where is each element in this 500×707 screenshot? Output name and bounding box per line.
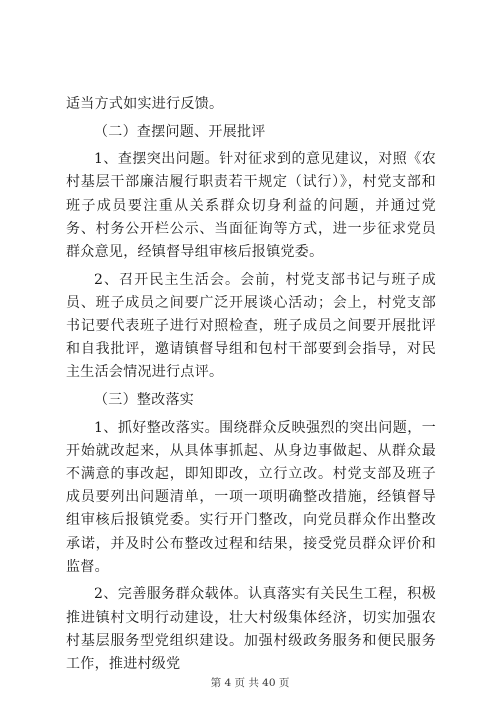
page-footer (0, 675, 500, 690)
document-body (66, 93, 436, 681)
paragraph-democratic-meeting: 2、召开民主生活会。会前，村党支部书记与班子成员、班子成员之间要广泛开展谈心活动；会上，村党支部书记要代表班子进行对照检查，班子成员之间要开展批评和自我批评，邀请镇督导组和包村干部要到会指导，对民主生活会情况进行点评。 (66, 271, 436, 381)
paragraph-continuation: 适当方式如实进行反馈。 (66, 96, 224, 112)
section-heading-2: （二）查摆问题、开展批评 (94, 123, 266, 140)
paragraph-find-problems: 1、查摆突出问题。针对征求到的意见建议，对照《农村基层干部廉洁履行职责若干规定（试行）》，村党支部和班子成员要注重从关系群众切身利益的问题，并通过党务、村务公开栏公示、当面征询等方式，进一步征求党员群众意见，经镇督导组审核后报镇党委。 (66, 151, 436, 260)
paragraph-service-carrier: 2、完善服务群众载体。认真落实有关民生工程，积极推进镇村文明行动建设，壮大村级集体经济，切实加强农村基层服务型党组织建设。加强村级政务服务和便民服务工作，推进村级党 (66, 586, 436, 673)
section-heading-3: （三）整改落实 (94, 392, 195, 408)
page-number-label: 第 4 页 共 40 页 (210, 677, 290, 689)
paragraph-rectification: 1、抓好整改落实。围绕群众反映强烈的突出问题，一开始就改起来，从具体事抓起、从身边事做起、从群众最不满意的事改起，即知即改，立行立改。村党支部及班子成员要列出问题清单，一项一项明确整改措施，经镇督导组审核后报镇党委。实行开门整改，向党员群众作出整改承诺，并及时公布整改过程和结果，接受党员群众评价和监督。 (66, 419, 436, 575)
